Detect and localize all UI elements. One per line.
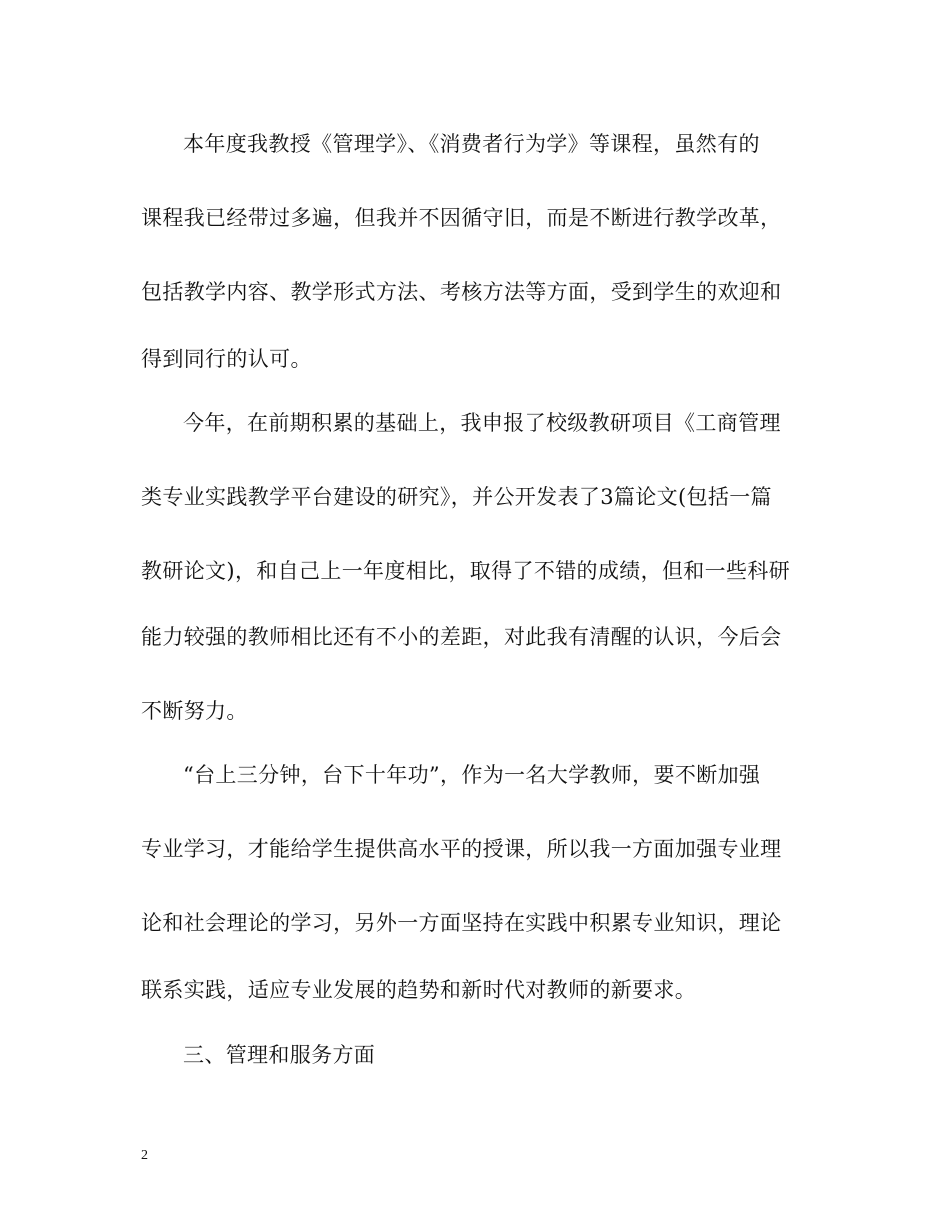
text-line: 得到同行的认可。 bbox=[141, 347, 312, 371]
text-line: 能力较强的教师相比还有不小的差距，对此我有清醒的认识，今后会 bbox=[141, 625, 782, 649]
text-line: 类专业实践教学平台建设的研究》，并公开发表了3篇论文(包括一篇 bbox=[141, 485, 772, 509]
text-line: 包括教学内容、教学形式方法、考核方法等方面，受到学生的欢迎和 bbox=[141, 280, 782, 304]
text-line: 课程我已经带过多遍，但我并不因循守旧，而是不断进行教学改革， bbox=[141, 206, 782, 230]
text-line: 今年，在前期积累的基础上，我申报了校级教研项目《工商管理 bbox=[183, 411, 781, 435]
text-line: 本年度我教授《管理学》、《消费者行为学》等课程，虽然有的 bbox=[183, 132, 760, 156]
text-line: 不断努力。 bbox=[141, 699, 248, 723]
text-line: 专业学习，才能给学生提供高水平的授课，所以我一方面加强专业理 bbox=[141, 837, 782, 861]
text-line: 联系实践，适应专业发展的趋势和新时代对教师的新要求。 bbox=[141, 978, 697, 1002]
page-number: 2 bbox=[141, 1148, 148, 1163]
text-line: “台上三分钟，台下十年功”，作为一名大学教师，要不断加强 bbox=[183, 763, 761, 787]
section-heading: 三、管理和服务方面 bbox=[183, 1043, 376, 1067]
text-line: 论和社会理论的学习，另外一方面坚持在实践中积累专业知识，理论 bbox=[141, 911, 782, 935]
text-line: 教研论文)，和自己上一年度相比，取得了不错的成绩，但和一些科研 bbox=[141, 559, 791, 583]
